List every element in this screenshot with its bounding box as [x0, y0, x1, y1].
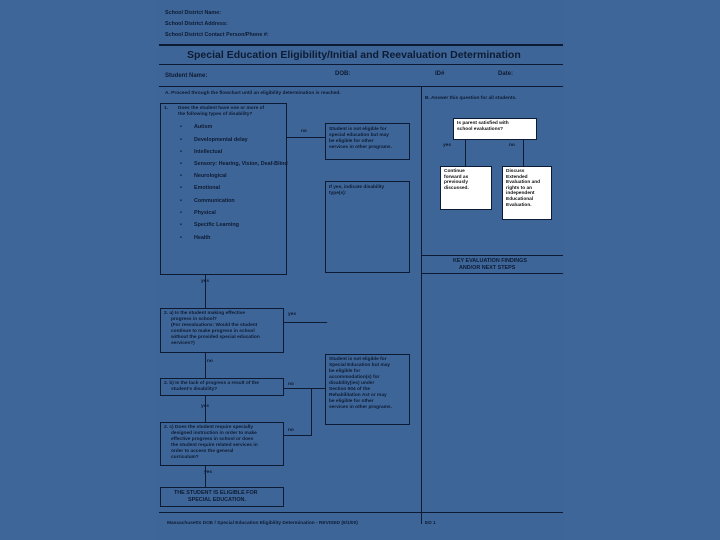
- q2a-line-2: progress in school?: [171, 317, 217, 322]
- q2a-line-5: without the provided special education: [171, 335, 260, 340]
- disability-health: • Health: [194, 235, 210, 241]
- continue-line-3: previously: [444, 180, 468, 186]
- form-page: [157, 0, 565, 540]
- q2a-yes-connector: [284, 322, 320, 323]
- disability-emotional: • Emotional: [194, 185, 220, 191]
- discuss-box: [502, 166, 552, 220]
- page-title: Special Education Eligibility/Initial and Reevaluation Determination: [187, 49, 521, 61]
- not-eligible-2-line-6: Section 504 of the: [329, 387, 371, 392]
- continue-line-2: forward as: [444, 174, 469, 180]
- q2a-line-6: services?): [171, 341, 195, 346]
- key-findings-line-1: KEY EVALUATION FINDINGS: [453, 258, 527, 264]
- question-1-number: 1.: [164, 106, 169, 111]
- disability-intellectual: • Intellectual: [194, 149, 222, 155]
- discuss-line-7: Evaluation.: [506, 202, 532, 208]
- no-to-discuss-line: [523, 148, 524, 166]
- key-findings-rule-top: [421, 255, 563, 256]
- q2c-line-3: effective progress in school or does: [171, 437, 254, 442]
- section-b-heading: B. Answer this question for all students.: [425, 96, 517, 101]
- q2c-line-1: 2. c) Does the student require specially: [164, 425, 254, 430]
- q2b-line-2: student's disability?: [171, 387, 218, 392]
- continue-line-1: Continue: [444, 169, 465, 174]
- q2b-no-connector: [284, 388, 325, 389]
- parent-no-stem: [523, 140, 524, 148]
- discuss-line-5: independent: [506, 191, 535, 197]
- q2b-no-label: no: [288, 382, 294, 387]
- key-findings-line-2: AND/OR NEXT STEPS: [459, 265, 516, 271]
- not-eligible-2-line-7: Rehabilitation Act or may: [329, 393, 387, 398]
- q2c-no-connector: [284, 435, 311, 436]
- footer-left: Massachusetts DOE / Special Education Eligibility Determination - REVISED (9/1/00): [167, 521, 358, 526]
- parent-yes-label: yes: [443, 143, 452, 148]
- q2a-no-connector: [205, 353, 206, 378]
- q2c-no-riser: [311, 388, 312, 436]
- discuss-line-1: Discuss: [506, 169, 525, 174]
- discuss-line-2: Extended: [506, 174, 528, 180]
- not-eligible-2-line-4: accommodation(s) for: [329, 375, 380, 380]
- district-contact-label: School District Contact Person/Phone #:: [165, 32, 269, 38]
- q2a-yes-arrow: [320, 322, 334, 357]
- title-rule-bottom: [159, 64, 563, 65]
- continue-box: [440, 166, 492, 210]
- q2a-line-3: (For reevaluations: Would the student: [171, 323, 258, 328]
- q1-no-connector: [287, 137, 325, 138]
- not-eligible-2-line-2: Special Education but may: [329, 363, 391, 368]
- date-label: Date:: [498, 71, 514, 77]
- disability-neurological: • Neurological: [194, 173, 227, 179]
- eligible-line-2: SPECIAL EDUCATION.: [188, 497, 246, 503]
- q2a-line-1: 2. a) Is the student making effective: [164, 311, 246, 316]
- parent-yes-stem: [465, 140, 466, 148]
- question-1-text-2: the following types of disability?: [178, 112, 253, 117]
- q2b-line-1: 2. b) Is the lack of progress a result of the: [164, 381, 259, 386]
- parent-satisfied-box: [453, 118, 537, 140]
- not-eligible-1-line-4: services in other programs.: [329, 145, 392, 150]
- q2a-no-label: no: [207, 359, 213, 364]
- q2c-line-4: the student require related services in: [171, 443, 258, 448]
- not-eligible-1-line-3: be eligible for other: [329, 139, 374, 144]
- dob-label: DOB:: [335, 71, 351, 77]
- disability-autism: • Autism: [194, 124, 212, 130]
- eligible-line-1: THE STUDENT IS ELIGIBLE FOR: [174, 490, 258, 496]
- column-divider: [421, 86, 422, 524]
- discuss-line-4: rights to an: [506, 185, 533, 191]
- indicate-line-1: If yes, indicate disability: [329, 185, 385, 190]
- disability-sensory: • Sensory: Hearing, Vision, Deaf-Blind: [194, 161, 288, 167]
- id-label: ID#: [435, 71, 445, 77]
- q2c-line-5: order to access the general: [171, 449, 234, 454]
- key-findings-rule-bottom: [421, 273, 563, 274]
- student-name-label: Student Name:: [165, 73, 208, 79]
- disability-developmental-delay: • Developmental delay: [194, 137, 248, 143]
- discuss-line-6: Educational: [506, 196, 534, 202]
- not-eligible-2-line-9: services in other programs.: [329, 405, 392, 410]
- not-eligible-2-line-1: Student is not eligible for: [329, 357, 387, 362]
- q1-no-label: no: [301, 129, 307, 134]
- district-name-label: School District Name:: [165, 10, 222, 16]
- parent-q-line-1: Is parent satisfied with: [457, 121, 509, 126]
- q2a-line-4: continue to make progress in school: [171, 329, 255, 334]
- q2c-line-2: designed instruction in order to make: [171, 431, 257, 436]
- q1-yes-label: yes: [201, 279, 210, 284]
- not-eligible-2-line-5: disability(ies) under: [329, 381, 375, 386]
- q2b-yes-label: yes: [201, 404, 210, 409]
- footer-rule: [159, 512, 563, 513]
- q2c-yes-label: yes: [204, 470, 213, 475]
- not-eligible-2-line-3: be eligible for: [329, 369, 361, 374]
- parent-q-line-2: school evaluations?: [457, 126, 504, 132]
- q2c-line-6: curriculum?: [171, 455, 199, 460]
- yes-to-continue-line: [465, 148, 466, 166]
- title-rule-top: [159, 44, 563, 46]
- student-row-rule: [159, 86, 563, 87]
- not-eligible-2-line-8: be eligible for other: [329, 399, 374, 404]
- not-eligible-1-line-1: Student is not eligible for: [329, 127, 387, 132]
- discuss-line-3: Evaluation and: [506, 180, 541, 186]
- parent-no-label: no: [509, 143, 515, 148]
- question-1-text-1: Does the student have one or more of: [178, 106, 265, 111]
- not-eligible-1-line-2: special education but may: [329, 133, 389, 138]
- q2a-yes-label: yes: [288, 312, 297, 317]
- footer-right: ED 1: [425, 521, 436, 526]
- section-a-heading: A. Proceed through the flowchart until an eligibility determination is reached.: [165, 91, 341, 96]
- district-address-label: School District Address:: [165, 21, 228, 27]
- continue-line-4: discussed.: [444, 185, 469, 191]
- q2c-no-label: no: [288, 428, 294, 433]
- disability-physical: • Physical: [194, 210, 216, 216]
- disability-specific-learning: • Specific Learning: [194, 222, 239, 228]
- indicate-line-2: type(s):: [329, 191, 347, 196]
- disability-communication: • Communication: [194, 198, 235, 204]
